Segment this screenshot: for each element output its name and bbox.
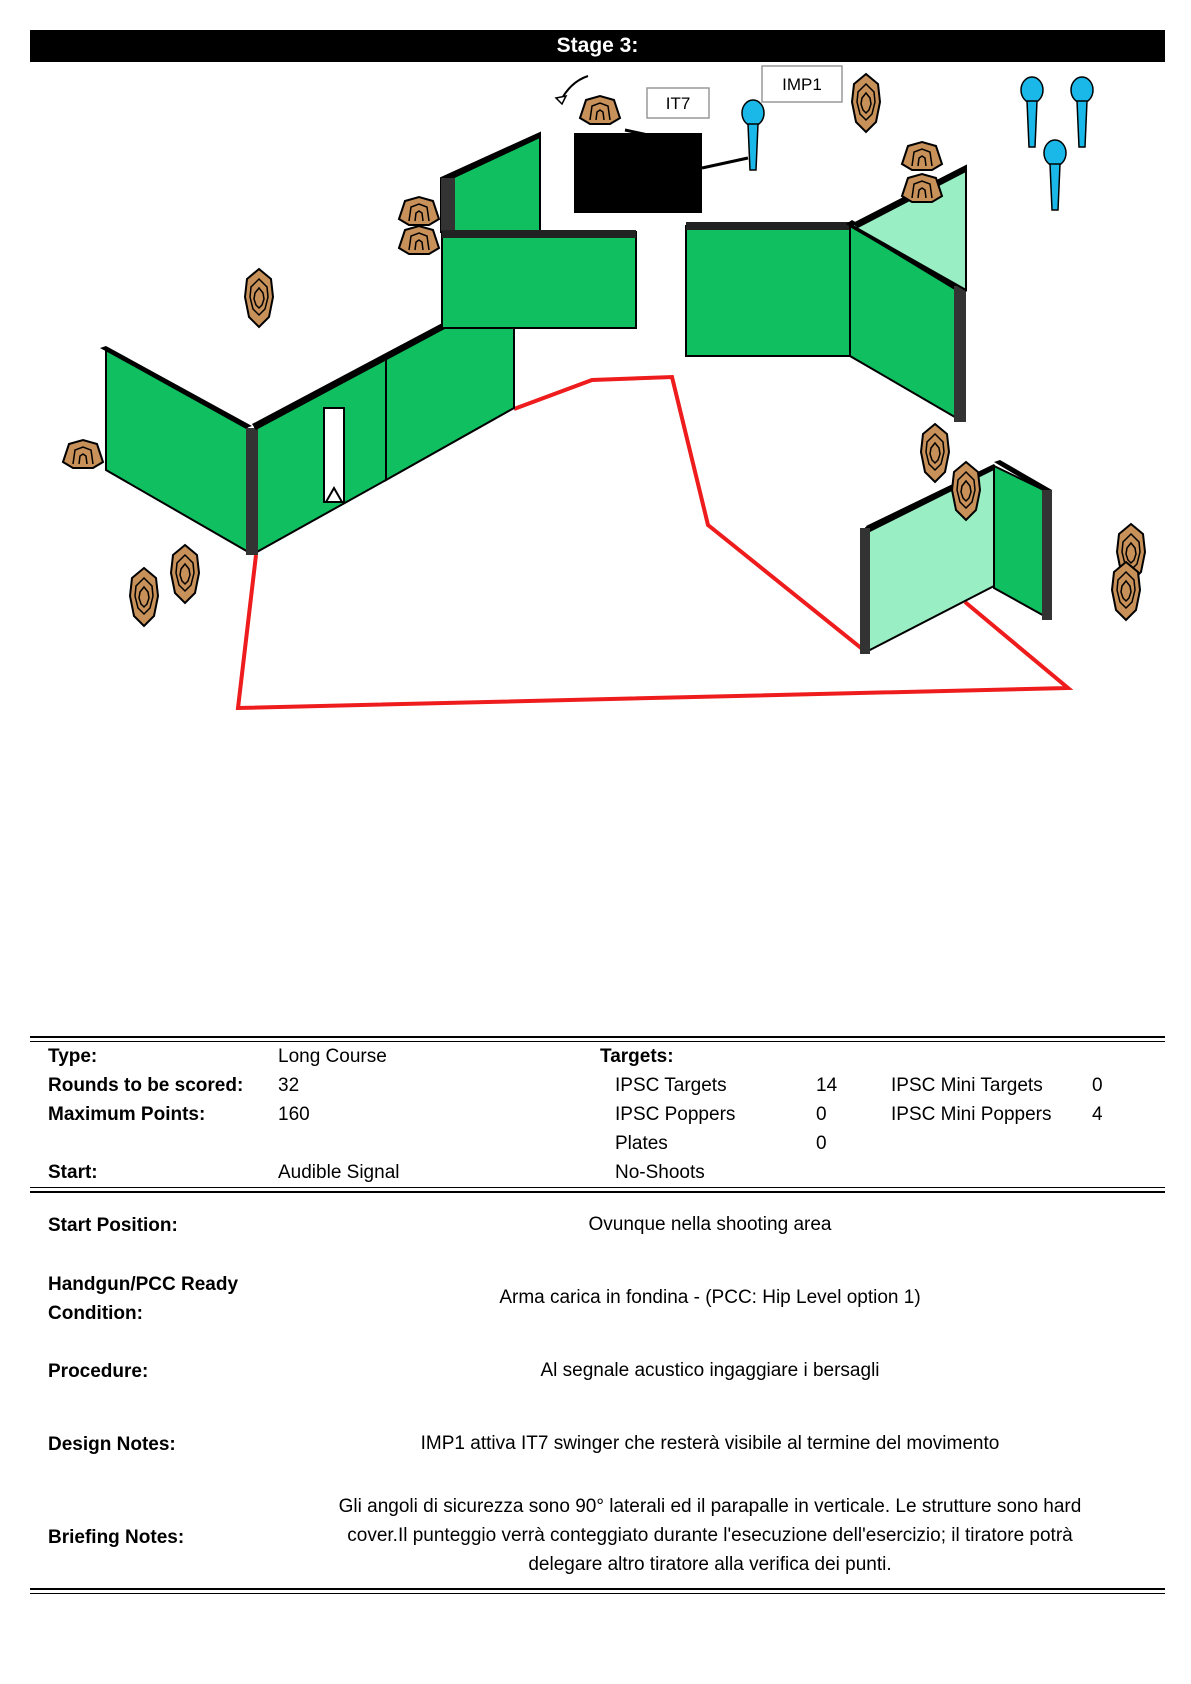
paper-target xyxy=(921,424,949,482)
wall xyxy=(255,358,386,553)
mini-popper xyxy=(1044,140,1066,210)
label-imp1: IMP1 xyxy=(782,75,822,94)
paper-target xyxy=(1112,562,1140,620)
briefing-notes-label: Briefing Notes: xyxy=(48,1527,185,1548)
swinger-target xyxy=(580,96,620,124)
design-notes-label: Design Notes: xyxy=(48,1434,176,1455)
targets-label: Targets: xyxy=(600,1046,674,1067)
paper-target xyxy=(130,568,158,626)
type-label: Type: xyxy=(48,1046,98,1067)
ready-condition-label-line1: Handgun/PCC Ready xyxy=(48,1274,239,1295)
briefing-notes-line1: Gli angoli di sicurezza sono 90° laterali ed il parapalle in verticale. Le strutture sono hard xyxy=(338,1496,1082,1517)
stage-title: Stage 3: xyxy=(30,30,1165,62)
ipsc-poppers-label: IPSC Poppers xyxy=(615,1104,736,1125)
rounds-value: 32 xyxy=(278,1075,300,1096)
plates-label: Plates xyxy=(615,1133,668,1154)
ipsc-mini-targets-label: IPSC Mini Targets xyxy=(891,1075,1043,1096)
start-label: Start: xyxy=(48,1162,98,1183)
max-points-value: 160 xyxy=(278,1104,310,1125)
ipsc-targets-label: IPSC Targets xyxy=(615,1075,727,1096)
paper-target xyxy=(399,197,439,225)
briefing-notes-line2: cover.Il punteggio verrà conteggiato durante l'esecuzione dell'esercizio; il tiratore potrà xyxy=(347,1525,1073,1546)
wall xyxy=(442,232,636,328)
briefing-notes-line3: delegare altro tiratore alla verifica dei punti. xyxy=(528,1554,892,1575)
black-table xyxy=(574,133,702,213)
no-shoots-label: No-Shoots xyxy=(615,1162,705,1183)
ipsc-mini-poppers-value: 4 xyxy=(1092,1104,1103,1125)
label-it7: IT7 xyxy=(665,94,691,113)
mini-popper xyxy=(1021,77,1043,147)
paper-target xyxy=(902,174,942,202)
ready-condition-value: Arma carica in fondina - (PCC: Hip Level option 1) xyxy=(499,1287,921,1308)
plates-value: 0 xyxy=(816,1133,827,1154)
start-value: Audible Signal xyxy=(278,1162,400,1183)
paper-target xyxy=(852,74,880,132)
stage-diagram xyxy=(0,62,1191,722)
ready-condition-label-line2: Condition: xyxy=(48,1303,143,1324)
paper-target xyxy=(399,226,439,254)
paper-target xyxy=(902,142,942,170)
mini-popper xyxy=(1071,77,1093,147)
max-points-label: Maximum Points: xyxy=(48,1104,206,1125)
paper-target xyxy=(171,545,199,603)
wall xyxy=(441,133,540,232)
rounds-label: Rounds to be scored: xyxy=(48,1075,244,1096)
wall xyxy=(686,226,850,356)
procedure-label: Procedure: xyxy=(48,1361,149,1382)
type-value: Long Course xyxy=(278,1046,387,1067)
ipsc-mini-targets-value: 0 xyxy=(1092,1075,1103,1096)
paper-target xyxy=(63,440,103,468)
design-notes-value: IMP1 attiva IT7 swinger che resterà visibile al termine del movimento xyxy=(420,1433,1000,1454)
paper-target xyxy=(245,269,273,327)
paper-target xyxy=(952,462,980,520)
start-position-value: Ovunque nella shooting area xyxy=(588,1214,832,1235)
procedure-value: Al segnale acustico ingaggiare i bersagli xyxy=(540,1360,880,1381)
fault-line xyxy=(514,377,866,652)
start-position-label: Start Position: xyxy=(48,1215,178,1236)
ipsc-mini-poppers-label: IPSC Mini Poppers xyxy=(891,1104,1052,1125)
wall xyxy=(106,350,250,553)
ipsc-targets-value: 14 xyxy=(816,1075,838,1096)
ipsc-poppers-value: 0 xyxy=(816,1104,827,1125)
